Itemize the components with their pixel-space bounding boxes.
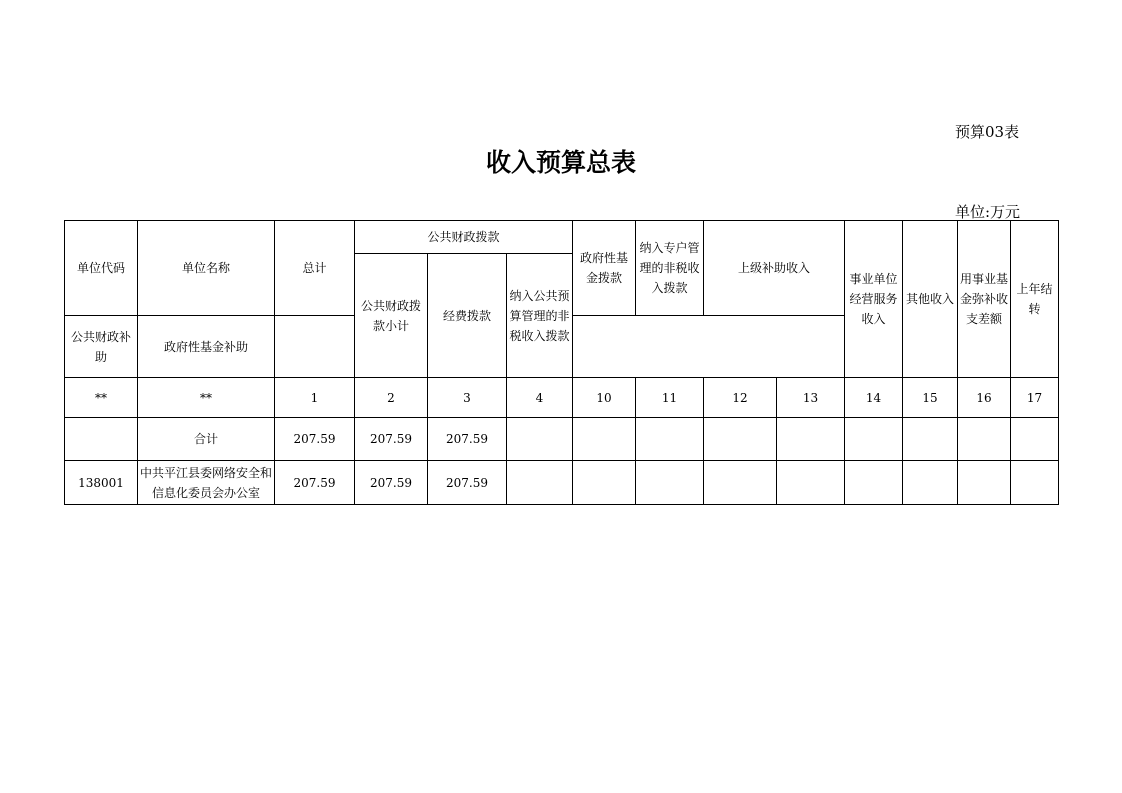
col-header-funding-allocation: 经费拨款: [428, 254, 507, 378]
col-header-carryover: 上年结转: [1011, 221, 1059, 378]
row-funding-allocation: 207.59: [428, 418, 507, 461]
index-cell: 15: [903, 378, 958, 418]
empty-cell: [573, 418, 636, 461]
col-header-public-finance-group: 公共财政拨款: [355, 221, 573, 254]
income-budget-table: [64, 220, 1059, 505]
page-title: 收入预算总表: [485, 148, 636, 177]
empty-cell: [958, 461, 1011, 505]
empty-cell: [845, 418, 903, 461]
index-cell: 13: [777, 378, 845, 418]
empty-cell: [777, 418, 845, 461]
row-unit-name: 中共平江县委网络安全和信息化委员会办公室: [138, 461, 275, 505]
empty-cell: [636, 461, 704, 505]
col-header-other-income: 其他收入: [903, 221, 958, 378]
col-header-non-tax-budget: 纳入公共预算管理的非税收入拨款: [507, 254, 573, 378]
index-cell: 17: [1011, 378, 1059, 418]
row-funding-allocation: 207.59: [428, 461, 507, 505]
empty-cell: [777, 461, 845, 505]
index-cell: **: [138, 378, 275, 418]
index-cell: 12: [704, 378, 777, 418]
empty-cell: [845, 461, 903, 505]
row-unit-name: 合计: [138, 418, 275, 461]
col-header-superior-public: 公共财政补助: [65, 316, 138, 378]
empty-cell: [958, 418, 1011, 461]
table-row-unit: [65, 461, 1059, 505]
index-cell: 10: [573, 378, 636, 418]
row-total: 207.59: [275, 461, 355, 505]
empty-cell: [704, 418, 777, 461]
header-row-1: [65, 221, 1059, 254]
index-cell: 3: [428, 378, 507, 418]
empty-cell: [903, 461, 958, 505]
empty-cell: [507, 461, 573, 505]
col-header-gov-fund: 政府性基金拨款: [573, 221, 636, 316]
empty-cell: [636, 418, 704, 461]
row-unit-code: [65, 418, 138, 461]
index-cell: 2: [355, 378, 428, 418]
row-public-finance-subtotal: 207.59: [355, 461, 428, 505]
col-header-superior-gov-fund: 政府性基金补助: [138, 316, 275, 378]
col-header-business-income: 事业单位经营服务收入: [845, 221, 903, 378]
row-unit-code: 138001: [65, 461, 138, 505]
col-header-public-finance-subtotal: 公共财政拨款小计: [355, 254, 428, 378]
col-header-superior-group: 上级补助收入: [704, 221, 845, 316]
unit-label: 单位:万元: [955, 203, 1021, 221]
col-header-fund-offset: 用事业基金弥补收支差额: [958, 221, 1011, 378]
col-header-non-tax-special: 纳入专户管理的非税收入拨款: [636, 221, 704, 316]
col-header-total: 总计: [275, 221, 355, 316]
col-header-unit-code: 单位代码: [65, 221, 138, 316]
empty-cell: [507, 418, 573, 461]
empty-cell: [704, 461, 777, 505]
col-header-unit-name: 单位名称: [138, 221, 275, 316]
index-cell: **: [65, 378, 138, 418]
empty-cell: [573, 461, 636, 505]
index-cell: 16: [958, 378, 1011, 418]
index-cell: 14: [845, 378, 903, 418]
row-total: 207.59: [275, 418, 355, 461]
index-row: [65, 378, 1059, 418]
empty-cell: [903, 418, 958, 461]
index-cell: 1: [275, 378, 355, 418]
empty-cell: [1011, 461, 1059, 505]
table-row-total: [65, 418, 1059, 461]
row-public-finance-subtotal: 207.59: [355, 418, 428, 461]
form-number: 预算03表: [955, 123, 1020, 141]
index-cell: 4: [507, 378, 573, 418]
empty-cell: [1011, 418, 1059, 461]
index-cell: 11: [636, 378, 704, 418]
